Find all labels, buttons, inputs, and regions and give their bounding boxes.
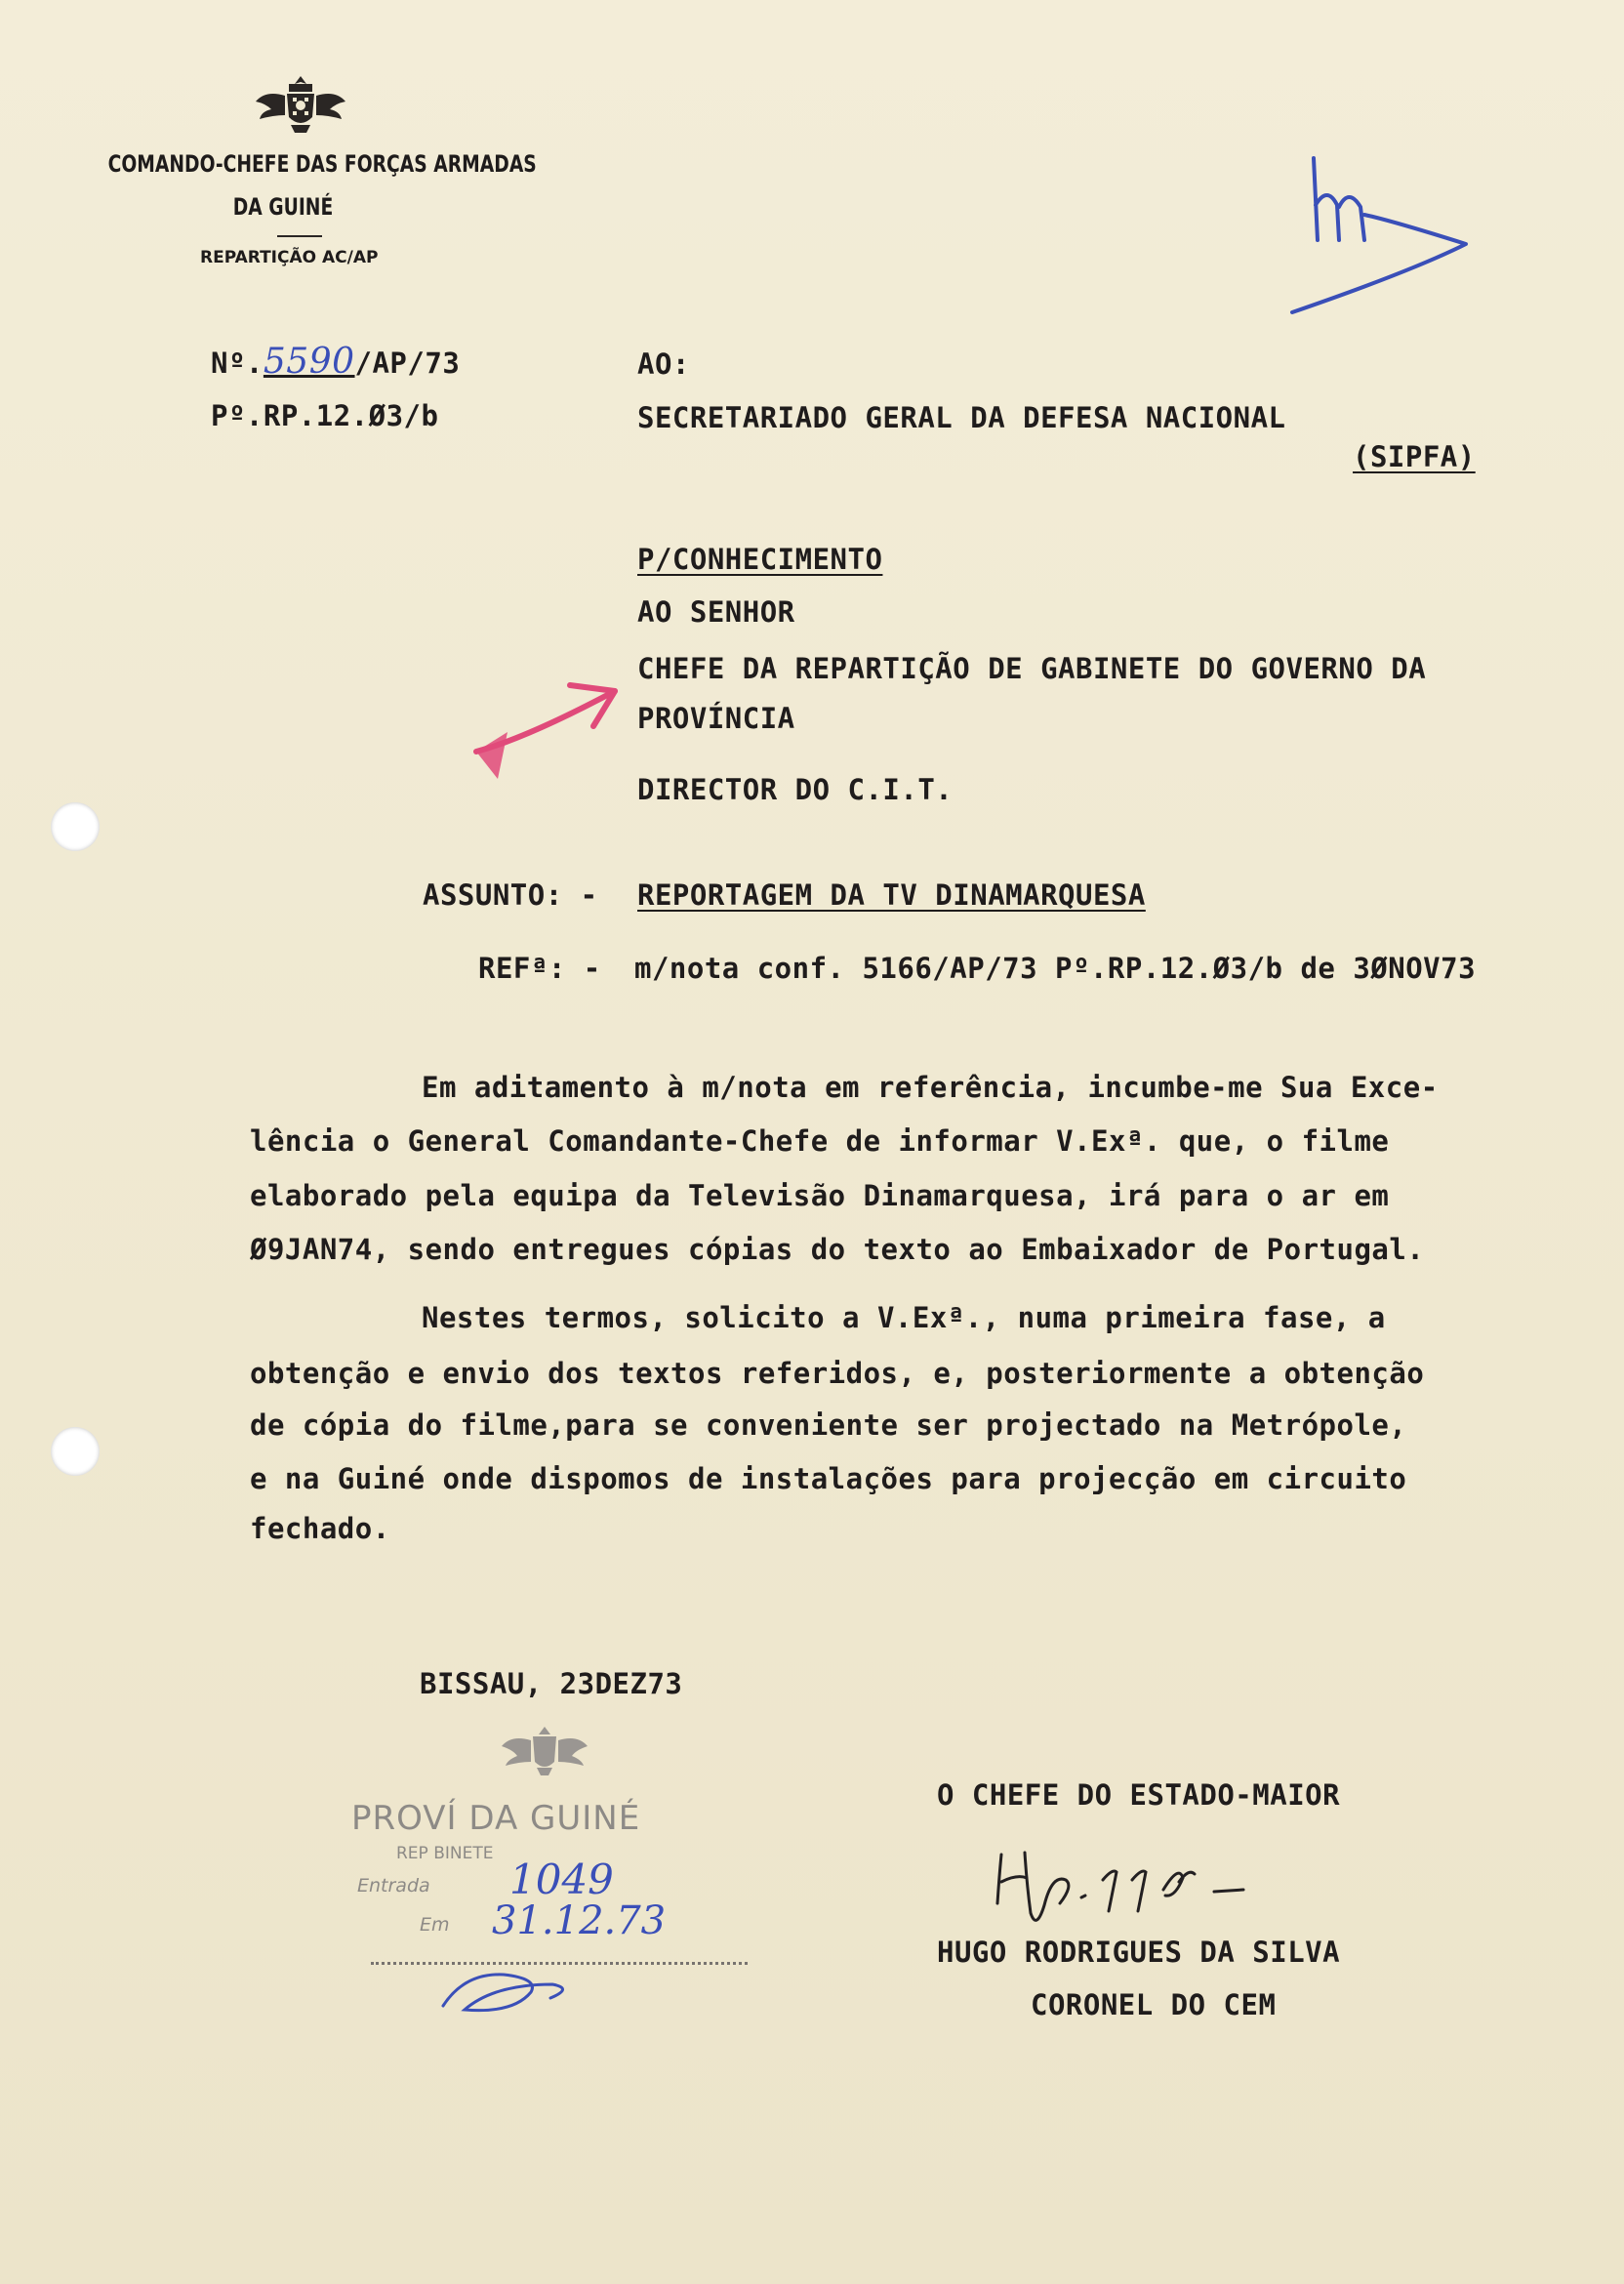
ref-label: REFª: - xyxy=(478,952,601,985)
for-knowledge-line2: CHEFE DA REPARTIÇÃO DE GABINETE DO GOVERNO DA xyxy=(637,652,1427,685)
for-knowledge-line3: PROVÍNCIA xyxy=(637,702,795,735)
signature xyxy=(984,1835,1335,1933)
punch-hole-bottom xyxy=(51,1427,100,1476)
body-line-6: obtenção e envio dos textos referidos, e, posteriormente a obtenção xyxy=(250,1357,1425,1390)
reference-prefix: Nº. xyxy=(211,347,264,380)
subject-label: ASSUNTO: - xyxy=(423,878,598,912)
stamp-signature-scribble xyxy=(435,1955,582,2023)
signatory-title: O CHEFE DO ESTADO-MAIOR xyxy=(937,1778,1341,1812)
coat-of-arms-icon xyxy=(252,70,349,139)
header-line2: DA GUINÉ xyxy=(232,193,334,221)
addressee-name: SECRETARIADO GERAL DA DEFESA NACIONAL xyxy=(637,401,1286,434)
pink-arrow-mark xyxy=(468,670,634,787)
addressee-abbrev: (SIPFA) xyxy=(1353,440,1476,473)
stamp-entry-number: 1049 xyxy=(509,1856,614,1903)
for-knowledge-line1: AO SENHOR xyxy=(637,595,795,629)
body-line-1: Em aditamento à m/nota em referência, incumbe-me Sua Exce- xyxy=(422,1071,1439,1104)
stamp-date-label: Em xyxy=(420,1914,450,1936)
reference-handwritten-number: 5590 xyxy=(263,342,355,382)
stamp-date-value: 31.12.73 xyxy=(492,1898,667,1943)
body-line-2: lência o General Comandante-Chefe de informar V.Exª. que, o filme xyxy=(250,1124,1390,1158)
signatory-rank: CORONEL DO CEM xyxy=(1031,1988,1277,2021)
punch-hole-top xyxy=(51,802,100,851)
received-stamp xyxy=(351,1723,761,2035)
for-knowledge-line4: DIRECTOR DO C.I.T. xyxy=(637,773,954,806)
header-line1: COMANDO-CHEFE DAS FORÇAS ARMADAS xyxy=(107,150,537,178)
process-number: Pº.RP.12.Ø3/b xyxy=(211,399,439,432)
ref-text: m/nota conf. 5166/AP/73 Pº.RP.12.Ø3/b de 3ØNOV73 xyxy=(634,952,1477,985)
stamp-entry-label: Entrada xyxy=(357,1875,430,1897)
reference-suffix: /AP/73 xyxy=(354,347,461,380)
subject-text: REPORTAGEM DA TV DINAMARQUESA xyxy=(637,878,1146,912)
addressee-label: AO: xyxy=(637,347,690,381)
reference-number xyxy=(211,342,460,382)
stamp-line1: PROVÍ DA GUINÉ xyxy=(351,1799,641,1838)
signature-handwriting xyxy=(984,1835,1335,1933)
handwritten-initials xyxy=(1284,146,1480,322)
body-line-3: elaborado pela equipa da Televisão Dinamarquesa, irá para o ar em xyxy=(250,1179,1390,1212)
body-line-7: de cópia do filme,para se conveniente ser projectado na Metrópole, xyxy=(250,1408,1407,1442)
body-line-9: fechado. xyxy=(250,1512,390,1545)
stamp-line2: REP BINETE xyxy=(396,1844,494,1863)
body-line-5: Nestes termos, solicito a V.Exª., numa primeira fase, a xyxy=(422,1301,1386,1334)
body-line-4: Ø9JAN74, sendo entregues cópias do texto ao Embaixador de Portugal. xyxy=(250,1233,1425,1266)
for-knowledge-label: P/CONHECIMENTO xyxy=(637,543,883,576)
place-date: BISSAU, 23DEZ73 xyxy=(420,1667,683,1700)
body-line-8: e na Guiné onde dispomos de instalações para projecção em circuito xyxy=(250,1462,1407,1495)
signatory-name: HUGO RODRIGUES DA SILVA xyxy=(937,1936,1341,1969)
header-department: REPARTIÇÃO AC/AP xyxy=(200,248,379,267)
stamp-emblem-icon xyxy=(496,1723,593,1781)
header-divider xyxy=(277,235,322,237)
